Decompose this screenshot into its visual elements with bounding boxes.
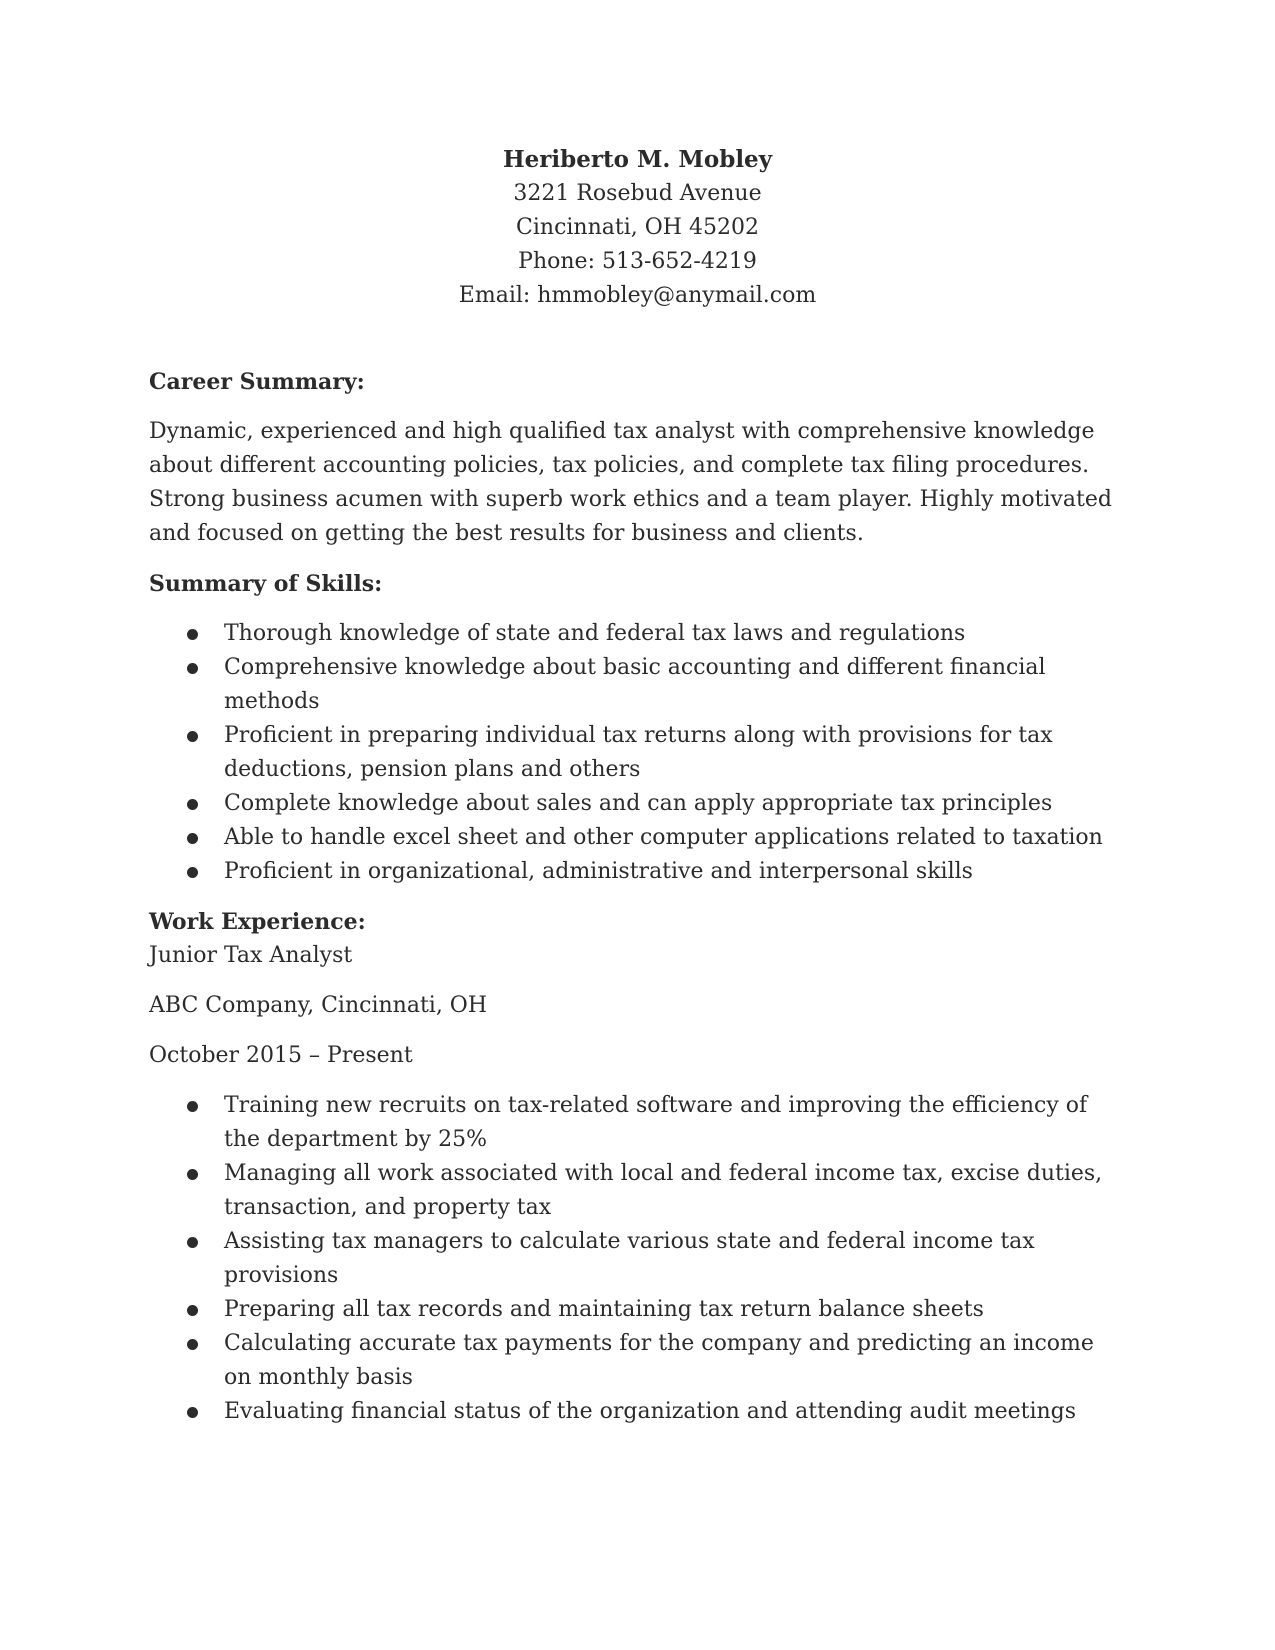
bullet-icon: [187, 1407, 198, 1418]
bullet-icon: [187, 1169, 198, 1180]
bullet-icon: [187, 663, 198, 674]
skill-text: Able to handle excel sheet and other computer applications related to taxation: [224, 825, 1103, 850]
skills-list: [149, 617, 1119, 889]
email-line: Email: hmmobley@anymail.com: [458, 283, 817, 308]
bullet-icon: [187, 1237, 198, 1248]
duty-item: [149, 1395, 1119, 1429]
skill-item: [149, 719, 1119, 787]
duty-text: Assisting tax managers to calculate various state and federal income tax provisions: [224, 1229, 1035, 1288]
job-title: Junior Tax Analyst: [149, 943, 353, 968]
job-company: ABC Company, Cincinnati, OH: [149, 993, 488, 1018]
contact-header: [0, 143, 1275, 313]
skill-text: Thorough knowledge of state and federal tax laws and regulations: [224, 621, 966, 646]
bullet-icon: [187, 867, 198, 878]
phone-line: Phone: 513-652-4219: [518, 249, 757, 274]
career-summary-text: Dynamic, experienced and high qualified tax analyst with comprehensive knowledge about different accounting policies, tax policies, and complete tax filing procedures. Strong business acumen with superb work ethics and a team player. Highly motivated and focused on getting the best results for business and clients.: [149, 419, 1112, 546]
career-summary-heading: Career Summary:: [149, 369, 365, 395]
skill-item: [149, 617, 1119, 651]
bullet-icon: [187, 833, 198, 844]
applicant-name: Heriberto M. Mobley: [502, 146, 773, 173]
skill-text: Comprehensive knowledge about basic accounting and different financial methods: [224, 655, 1046, 714]
duty-item: [149, 1293, 1119, 1327]
address-line-1: 3221 Rosebud Avenue: [513, 181, 762, 206]
job-dates: October 2015 – Present: [149, 1043, 413, 1068]
duty-text: Evaluating financial status of the organization and attending audit meetings: [224, 1399, 1077, 1424]
duty-item: [149, 1089, 1119, 1157]
bullet-icon: [187, 1339, 198, 1350]
duty-item: [149, 1157, 1119, 1225]
bullet-icon: [187, 629, 198, 640]
work-experience-heading: Work Experience:: [149, 909, 366, 935]
duty-text: Managing all work associated with local and federal income tax, excise duties, transaction, and property tax: [224, 1161, 1103, 1220]
resume-body: [149, 365, 1119, 1445]
skill-text: Proficient in preparing individual tax returns along with provisions for tax deductions, pension plans and others: [224, 723, 1053, 782]
skills-heading: Summary of Skills:: [149, 571, 383, 597]
bullet-icon: [187, 1305, 198, 1316]
duty-text: Preparing all tax records and maintaining tax return balance sheets: [224, 1297, 984, 1322]
skill-item: [149, 821, 1119, 855]
skill-item: [149, 787, 1119, 821]
duty-item: [149, 1327, 1119, 1395]
duty-text: Calculating accurate tax payments for the company and predicting an income on monthly basis: [224, 1331, 1094, 1390]
work-duties-list: [149, 1089, 1119, 1429]
skill-text: Proficient in organizational, administrative and interpersonal skills: [224, 859, 973, 884]
address-line-2: Cincinnati, OH 45202: [516, 215, 759, 240]
skill-item: [149, 855, 1119, 889]
bullet-icon: [187, 1101, 198, 1112]
skill-text: Complete knowledge about sales and can apply appropriate tax principles: [224, 791, 1053, 816]
duty-text: Training new recruits on tax-related software and improving the efficiency of the department by 25%: [224, 1093, 1088, 1152]
bullet-icon: [187, 799, 198, 810]
duty-item: [149, 1225, 1119, 1293]
bullet-icon: [187, 731, 198, 742]
skill-item: [149, 651, 1119, 719]
